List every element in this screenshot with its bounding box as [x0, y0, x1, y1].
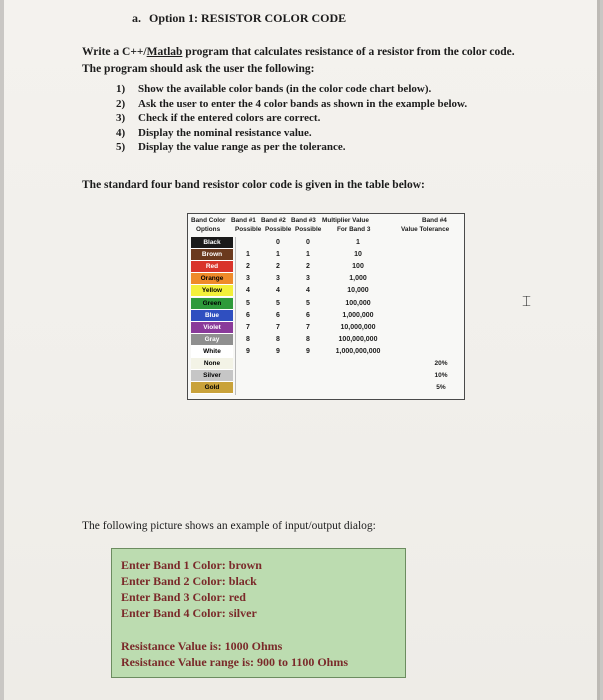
example-intro: The following picture shows an example of input/output dialog: — [82, 520, 376, 532]
header-band1-possible: Possible — [235, 226, 262, 233]
list-item — [116, 112, 467, 127]
intro-line-2: The program should ask the user the following: — [82, 63, 315, 75]
band-value-b2: 5 — [276, 299, 280, 307]
tolerance-value: 5% — [436, 384, 446, 392]
table-header — [188, 214, 464, 237]
band-value-b3: 6 — [306, 311, 310, 319]
band-value-b2: 6 — [276, 311, 280, 319]
band-value-b2: 8 — [276, 335, 280, 343]
text-cursor-icon: ⌶ — [522, 292, 532, 310]
band-value-b2: 3 — [276, 275, 280, 283]
color-code-table — [187, 213, 465, 400]
list-item-number: 4) — [116, 126, 126, 139]
color-swatch-blue: Blue — [191, 310, 233, 322]
list-item-number: 5) — [116, 141, 126, 154]
band-value-b1: 7 — [246, 323, 250, 331]
band-value-b3: 1 — [306, 251, 310, 259]
multiplier-value: 10,000 — [347, 287, 369, 295]
table-intro: The standard four band resistor color code is given in the table below: — [82, 179, 425, 191]
multiplier-value: 10 — [354, 251, 362, 259]
band-value-b3: 9 — [306, 347, 310, 355]
header-band1: Band #1 — [231, 217, 256, 224]
tolerance-value: 20% — [434, 360, 448, 367]
color-swatch-yellow: Yellow — [191, 285, 233, 297]
color-swatch-violet: Violet — [191, 322, 233, 334]
color-options-column — [191, 237, 233, 395]
band-value-b1: 5 — [246, 299, 250, 307]
list-item-number: 1) — [116, 83, 126, 95]
band-value-b2: 0 — [276, 239, 280, 246]
multiplier-value: 100,000 — [345, 299, 371, 307]
band-value-b3: 7 — [306, 323, 310, 331]
color-swatch-green: Green — [191, 298, 233, 310]
dialog-line-resistance: Resistance Value is: 1000 Ohms — [121, 639, 283, 653]
list-item-text: Check if the entered colors are correct. — [138, 112, 321, 125]
color-swatch-silver: Silver — [191, 370, 233, 382]
intro-line-1 — [82, 46, 515, 58]
band-value-b3: 2 — [306, 263, 310, 271]
list-item — [116, 83, 467, 98]
multiplier-value: 1 — [356, 239, 360, 246]
header-band4: Band #4 — [422, 217, 447, 224]
multiplier-value: 100 — [352, 263, 364, 271]
column-divider — [235, 237, 236, 395]
heading-bullet: a. — [132, 11, 141, 25]
band-value-b1: 9 — [246, 347, 250, 355]
band-value-b1: 1 — [246, 251, 250, 259]
list-item-text: Show the available color bands (in the color code chart below). — [138, 83, 432, 95]
list-item — [116, 127, 467, 142]
header-band2: Band #2 — [261, 217, 286, 224]
intro-line-1-suffix: program that calculates resistance of a resistor from the color code. — [182, 46, 515, 58]
section-heading — [132, 11, 346, 26]
band-value-b1: 4 — [246, 287, 250, 295]
band-value-b1: 3 — [246, 275, 250, 283]
intro-matlab-link: Matlab — [146, 46, 183, 58]
multiplier-value: 1,000,000 — [342, 311, 374, 319]
band-value-b3: 5 — [306, 299, 310, 307]
color-swatch-gold: Gold — [191, 382, 233, 394]
band-value-b2: 9 — [276, 347, 280, 355]
heading-title: Option 1: RESISTOR COLOR CODE — [149, 11, 347, 25]
dialog-line-band1: Enter Band 1 Color: brown — [121, 558, 262, 572]
band-value-b2: 4 — [276, 287, 280, 295]
list-item-text: Ask the user to enter the 4 color bands as shown in the example below. — [138, 97, 468, 110]
band-value-b3: 0 — [306, 239, 310, 246]
list-item-text: Display the value range as per the tolerance. — [138, 141, 346, 154]
color-swatch-white: White — [191, 346, 233, 358]
multiplier-value: 100,000,000 — [338, 335, 378, 343]
header-options: Options — [196, 226, 221, 233]
header-tolerance: Value Tolerance — [401, 226, 450, 233]
header-for-band3: For Band 3 — [337, 226, 371, 233]
steps-list — [116, 83, 467, 156]
color-swatch-gray: Gray — [191, 334, 233, 346]
list-item-text: Display the nominal resistance value. — [138, 126, 312, 139]
header-band2-possible: Possible — [265, 226, 292, 233]
header-band3-possible: Possible — [295, 226, 322, 233]
multiplier-value: 1,000 — [349, 275, 367, 283]
band-value-b3: 4 — [306, 287, 310, 295]
list-item — [116, 98, 467, 113]
tolerance-value: 10% — [434, 372, 448, 380]
intro-line-1-prefix: Write a C++/ — [82, 46, 147, 58]
multiplier-value: 1,000,000,000 — [335, 347, 381, 355]
document-page — [4, 0, 600, 700]
color-swatch-none: None — [191, 358, 233, 370]
dialog-line-band4: Enter Band 4 Color: silver — [121, 606, 257, 620]
list-item — [116, 141, 467, 156]
list-item-number: 2) — [116, 97, 126, 110]
multiplier-value: 10,000,000 — [340, 323, 376, 331]
page-edge — [597, 0, 600, 700]
header-band3: Band #3 — [291, 217, 316, 224]
header-band-color: Band Color — [191, 217, 226, 224]
list-item-number: 3) — [116, 112, 126, 125]
band-value-b2: 1 — [276, 251, 280, 259]
color-swatch-red: Red — [191, 261, 233, 273]
band-value-b1: 8 — [246, 335, 250, 343]
dialog-line-band2: Enter Band 2 Color: black — [121, 574, 257, 588]
color-swatch-black: Black — [191, 237, 233, 249]
band-value-b2: 7 — [276, 323, 280, 331]
io-dialog-example — [111, 548, 406, 678]
band-value-b2: 2 — [276, 263, 280, 271]
dialog-line-band3: Enter Band 3 Color: red — [121, 590, 246, 604]
band-value-b1: 2 — [246, 263, 250, 271]
band-value-b3: 8 — [306, 335, 310, 343]
color-swatch-brown: Brown — [191, 249, 233, 261]
color-swatch-orange: Orange — [191, 273, 233, 285]
band-value-b3: 3 — [306, 275, 310, 283]
dialog-line-range: Resistance Value range is: 900 to 1100 Ohms — [121, 655, 349, 669]
band-value-b1: 6 — [246, 311, 250, 319]
header-multiplier: Multiplier Value — [322, 217, 369, 224]
